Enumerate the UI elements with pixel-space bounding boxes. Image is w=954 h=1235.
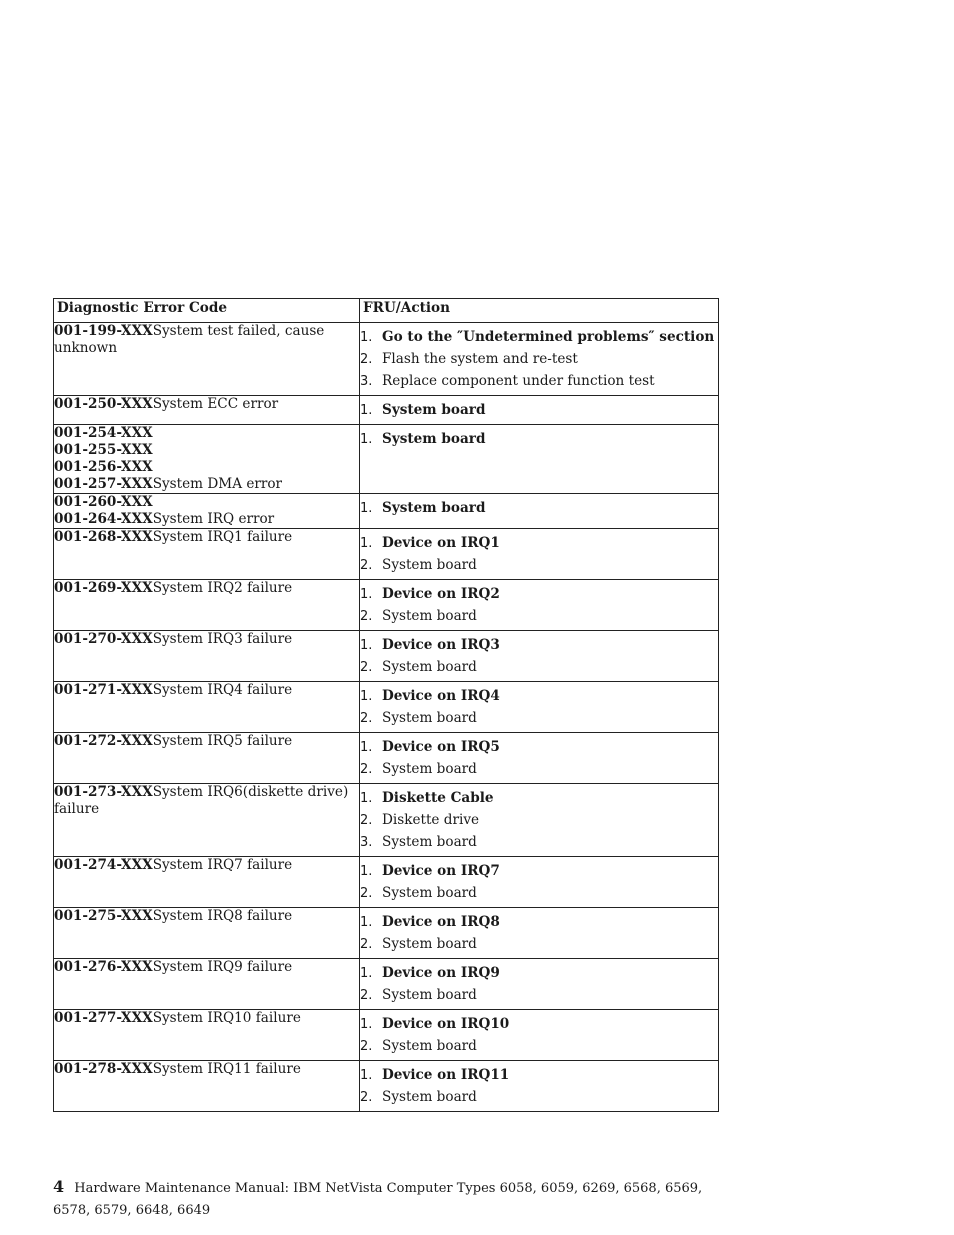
fru-action-list: [360, 535, 718, 574]
fru-action-item: [360, 659, 718, 676]
fru-action-cell: [360, 857, 719, 908]
table-row: [54, 494, 719, 529]
fru-action-list: [360, 1067, 718, 1106]
action-text: System board: [382, 987, 477, 1003]
action-text: System board: [382, 834, 477, 850]
error-code-cell: [54, 908, 360, 959]
fru-action-cell: [360, 396, 719, 425]
error-code-line: [54, 682, 359, 699]
error-code-cell: [54, 682, 360, 733]
error-code-line: [54, 425, 359, 442]
fru-action-cell: [360, 682, 719, 733]
fru-action-item: [360, 761, 718, 778]
action-number: 1.: [360, 1017, 373, 1032]
error-code-line: [54, 476, 359, 493]
error-code: 001-273-XXX: [54, 784, 153, 800]
error-code-cell: [54, 1010, 360, 1061]
table-row: [54, 1010, 719, 1061]
error-description: System DMA error: [152, 476, 283, 492]
action-number: 2.: [360, 813, 373, 828]
table-row: [54, 323, 719, 396]
error-code: 001-271-XXX: [54, 682, 153, 698]
action-number: 2.: [360, 1090, 373, 1105]
table-row: [54, 857, 719, 908]
fru-action-item: [360, 1067, 718, 1084]
fru-action-list: [360, 329, 718, 390]
action-text: System board: [382, 936, 477, 952]
fru-action-item: [360, 431, 718, 448]
action-text: System board: [382, 1038, 477, 1054]
error-code-line: [54, 511, 359, 528]
error-code-cell: [54, 857, 360, 908]
action-text: Go to the ″Undetermined problems″ section: [382, 329, 715, 345]
error-code-cell: [54, 425, 360, 494]
error-description: System IRQ3 failure: [152, 631, 293, 647]
fru-action-list: [360, 431, 718, 448]
error-code: 001-256-XXX: [54, 459, 153, 475]
action-number: 2.: [360, 352, 373, 367]
error-description: System test failed, cause unknown: [54, 323, 325, 356]
column-header-fru-action: FRU/Action: [360, 299, 719, 323]
fru-action-item: [360, 608, 718, 625]
fru-action-item: [360, 863, 718, 880]
table-row: [54, 784, 719, 857]
error-description: System IRQ7 failure: [152, 857, 293, 873]
fru-action-item: [360, 710, 718, 727]
error-description: System IRQ5 failure: [152, 733, 293, 749]
footer-text: Hardware Maintenance Manual: IBM NetVista Computer Types 6058, 6059, 6269, 6568, 6569, 6578, 6579, 6648, 6649: [53, 1181, 703, 1218]
fru-action-item: [360, 1089, 718, 1106]
action-number: 2.: [360, 660, 373, 675]
error-code: 001-257-XXX: [54, 476, 153, 492]
fru-action-item: [360, 688, 718, 705]
error-code-cell: [54, 580, 360, 631]
action-number: 3.: [360, 374, 373, 389]
fru-action-item: [360, 914, 718, 931]
error-description: System IRQ4 failure: [152, 682, 293, 698]
action-number: 1.: [360, 740, 373, 755]
error-code-line: [54, 323, 359, 357]
action-number: 3.: [360, 835, 373, 850]
action-text: System board: [382, 608, 477, 624]
error-code-cell: [54, 529, 360, 580]
error-code-line: [54, 631, 359, 648]
table-row: [54, 631, 719, 682]
fru-action-item: [360, 402, 718, 419]
fru-action-item: [360, 834, 718, 851]
action-text: System board: [382, 402, 486, 418]
error-code: 001-250-XXX: [54, 396, 153, 412]
column-header-error-code: Diagnostic Error Code: [54, 299, 360, 323]
action-number: 1.: [360, 330, 373, 345]
action-number: 1.: [360, 1068, 373, 1083]
action-text: Device on IRQ3: [382, 637, 500, 653]
error-code-cell: [54, 323, 360, 396]
action-number: 1.: [360, 864, 373, 879]
action-text: System board: [382, 885, 477, 901]
action-number: 2.: [360, 886, 373, 901]
fru-action-item: [360, 936, 718, 953]
fru-action-list: [360, 500, 718, 517]
fru-action-list: [360, 965, 718, 1004]
error-code-table: [53, 298, 719, 1112]
error-code: 001-272-XXX: [54, 733, 153, 749]
action-text: Device on IRQ7: [382, 863, 500, 879]
error-code-cell: [54, 1061, 360, 1112]
fru-action-cell: [360, 580, 719, 631]
error-code: 001-269-XXX: [54, 580, 153, 596]
fru-action-list: [360, 688, 718, 727]
error-code-line: [54, 733, 359, 750]
action-text: System board: [382, 557, 477, 573]
table-row: [54, 959, 719, 1010]
page-number: 4: [53, 1177, 65, 1196]
fru-action-item: [360, 373, 718, 390]
action-number: 2.: [360, 762, 373, 777]
action-number: 2.: [360, 988, 373, 1003]
error-code: 001-268-XXX: [54, 529, 153, 545]
fru-action-list: [360, 914, 718, 953]
action-text: Device on IRQ4: [382, 688, 500, 704]
error-code: 001-278-XXX: [54, 1061, 153, 1077]
fru-action-item: [360, 586, 718, 603]
fru-action-cell: [360, 425, 719, 494]
action-number: 2.: [360, 558, 373, 573]
fru-action-item: [360, 987, 718, 1004]
error-code-line: [54, 529, 359, 546]
action-text: System board: [382, 431, 486, 447]
action-number: 2.: [360, 609, 373, 624]
action-text: Device on IRQ11: [382, 1067, 510, 1083]
fru-action-cell: [360, 1010, 719, 1061]
error-code-cell: [54, 494, 360, 529]
error-description: System IRQ2 failure: [152, 580, 293, 596]
error-description: System IRQ error: [152, 511, 275, 527]
action-text: Device on IRQ9: [382, 965, 500, 981]
action-text: System board: [382, 710, 477, 726]
error-code-line: [54, 580, 359, 597]
error-code: 001-274-XXX: [54, 857, 153, 873]
action-number: 2.: [360, 711, 373, 726]
action-number: 1.: [360, 966, 373, 981]
action-text: Device on IRQ2: [382, 586, 500, 602]
error-code: 001-277-XXX: [54, 1010, 153, 1026]
error-code: 001-264-XXX: [54, 511, 153, 527]
error-description: System IRQ9 failure: [152, 959, 293, 975]
fru-action-item: [360, 351, 718, 368]
error-code-line: [54, 442, 359, 459]
fru-action-list: [360, 1016, 718, 1055]
action-text: Device on IRQ5: [382, 739, 500, 755]
fru-action-item: [360, 1038, 718, 1055]
fru-action-list: [360, 739, 718, 778]
fru-action-item: [360, 965, 718, 982]
action-text: Device on IRQ10: [382, 1016, 510, 1032]
fru-action-list: [360, 790, 718, 851]
action-number: 1.: [360, 587, 373, 602]
table-row: [54, 908, 719, 959]
error-description: System ECC error: [152, 396, 279, 412]
fru-action-item: [360, 739, 718, 756]
fru-action-item: [360, 329, 718, 346]
action-number: 1.: [360, 915, 373, 930]
error-code: 001-254-XXX: [54, 425, 153, 441]
fru-action-item: [360, 885, 718, 902]
error-code-cell: [54, 959, 360, 1010]
action-number: 1.: [360, 791, 373, 806]
table-header-row: [54, 299, 719, 323]
error-code-line: [54, 494, 359, 511]
error-code-cell: [54, 396, 360, 425]
action-number: 1.: [360, 501, 373, 516]
table-row: [54, 396, 719, 425]
fru-action-cell: [360, 733, 719, 784]
table-row: [54, 1061, 719, 1112]
action-text: System board: [382, 500, 486, 516]
error-code: 001-255-XXX: [54, 442, 153, 458]
error-code-line: [54, 396, 359, 413]
fru-action-item: [360, 500, 718, 517]
error-code: 001-276-XXX: [54, 959, 153, 975]
error-code-cell: [54, 631, 360, 682]
error-code-cell: [54, 784, 360, 857]
error-code-line: [54, 959, 359, 976]
action-text: Diskette Cable: [382, 790, 494, 806]
fru-action-cell: [360, 959, 719, 1010]
fru-action-cell: [360, 784, 719, 857]
action-text: Diskette drive: [382, 812, 480, 828]
error-description: System IRQ6(diskette drive) failure: [54, 784, 349, 817]
fru-action-cell: [360, 908, 719, 959]
error-description: System IRQ8 failure: [152, 908, 293, 924]
action-number: 2.: [360, 1039, 373, 1054]
error-code-line: [54, 908, 359, 925]
fru-action-list: [360, 586, 718, 625]
error-code: 001-275-XXX: [54, 908, 153, 924]
fru-action-item: [360, 790, 718, 807]
fru-action-list: [360, 863, 718, 902]
action-text: Device on IRQ1: [382, 535, 500, 551]
error-description: System IRQ10 failure: [152, 1010, 301, 1026]
error-code-line: [54, 459, 359, 476]
action-number: 1.: [360, 638, 373, 653]
table-body: [54, 323, 719, 1112]
fru-action-list: [360, 402, 718, 419]
action-number: 1.: [360, 403, 373, 418]
fru-action-cell: [360, 323, 719, 396]
fru-action-item: [360, 637, 718, 654]
error-description: System IRQ1 failure: [152, 529, 293, 545]
error-code: 001-270-XXX: [54, 631, 153, 647]
action-text: Flash the system and re-test: [382, 351, 578, 367]
fru-action-list: [360, 637, 718, 676]
error-code-cell: [54, 733, 360, 784]
fru-action-cell: [360, 494, 719, 529]
action-number: 2.: [360, 937, 373, 952]
error-code-line: [54, 1010, 359, 1027]
fru-action-item: [360, 812, 718, 829]
fru-action-item: [360, 557, 718, 574]
action-text: System board: [382, 761, 477, 777]
fru-action-item: [360, 535, 718, 552]
error-description: System IRQ11 failure: [152, 1061, 301, 1077]
error-code: 001-260-XXX: [54, 494, 153, 510]
fru-action-cell: [360, 529, 719, 580]
error-code-line: [54, 1061, 359, 1078]
error-code-line: [54, 857, 359, 874]
table-row: [54, 580, 719, 631]
action-text: System board: [382, 1089, 477, 1105]
table-row: [54, 682, 719, 733]
action-number: 1.: [360, 536, 373, 551]
error-code-line: [54, 784, 359, 818]
action-text: System board: [382, 659, 477, 675]
fru-action-cell: [360, 631, 719, 682]
action-number: 1.: [360, 432, 373, 447]
table-row: [54, 733, 719, 784]
fru-action-cell: [360, 1061, 719, 1112]
action-text: Replace component under function test: [382, 373, 655, 389]
fru-action-item: [360, 1016, 718, 1033]
action-number: 1.: [360, 689, 373, 704]
table-row: [54, 529, 719, 580]
page-footer: [53, 1176, 719, 1222]
table-row: [54, 425, 719, 494]
error-code: 001-199-XXX: [54, 323, 153, 339]
action-text: Device on IRQ8: [382, 914, 500, 930]
